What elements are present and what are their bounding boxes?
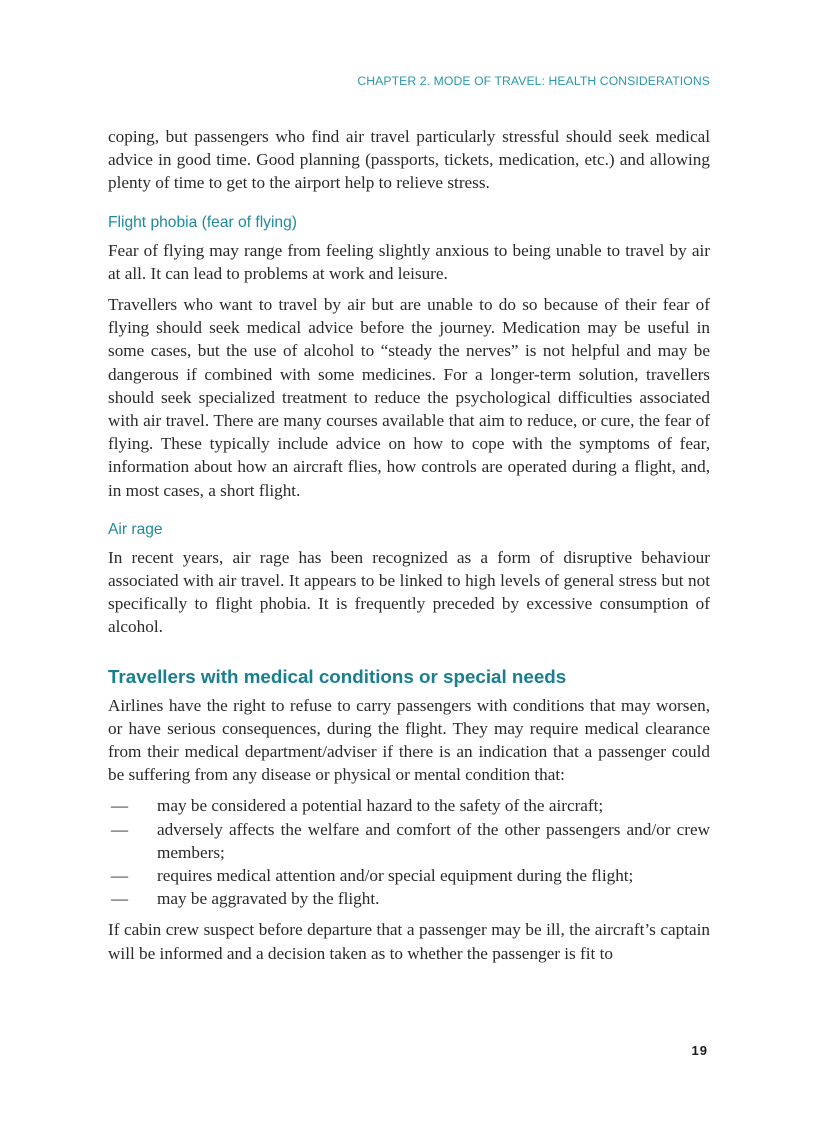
list-item	[108, 864, 710, 887]
dash-bullet-icon: —	[110, 889, 128, 909]
list-item-text: may be aggravated by the flight.	[157, 889, 380, 909]
flight-phobia-paragraph-1: Fear of flying may range from feeling slightly anxious to being unable to travel by air at all. It can lead to problems at work and leisure.	[108, 240, 710, 283]
list-item	[108, 794, 710, 817]
intro-paragraph: coping, but passengers who find air travel particularly stressful should seek medical advice in good time. Good planning (passports, tickets, medication, etc.) and allowing plenty of time to get to the airport help to relieve stress.	[108, 127, 710, 193]
page-number: 19	[691, 1043, 708, 1058]
list-item-text: may be considered a potential hazard to the safety of the aircraft;	[157, 796, 604, 816]
list-item	[108, 887, 710, 910]
conditions-list	[108, 794, 710, 910]
medical-conditions-intro: Airlines have the right to refuse to carry passengers with conditions that may worsen, or have serious consequences, during the flight. They may require medical clearance from their medical department/adviser if there is an indication that a passenger could be suffering from any disease or physical or mental condition that:	[108, 695, 710, 785]
flight-phobia-paragraph-2: Travellers who want to travel by air but are unable to do so because of their fear of flying should seek medical advice before the journey. Medication may be useful in some cases, but the use of alcohol to “steady the nerves” is not helpful and may be dangerous if combined with some medicines. For a longer-term solution, travellers should seek specialized treatment to reduce the psychological difficulties associated with air travel. There are many courses available that aim to reduce, or cure, the fear of flying. These typically include advice on how to cope with the symptoms of fear, information about how an aircraft flies, how controls are operated during a flight, and, in most cases, a short flight.	[108, 295, 710, 500]
list-item-text: adversely affects the welfare and comfort of the other passengers and/or crew members;	[157, 819, 710, 862]
dash-bullet-icon: —	[110, 866, 128, 886]
heading-air-rage: Air rage	[108, 520, 163, 538]
air-rage-paragraph: In recent years, air rage has been recognized as a form of disruptive behaviour associated with air travel. It appears to be linked to high levels of general stress but not specifically to flight phobia. It is frequently preceded by excessive consumption of alcohol.	[108, 547, 710, 637]
running-head: CHAPTER 2. MODE OF TRAVEL: HEALTH CONSIDERATIONS	[357, 74, 710, 88]
heading-flight-phobia: Flight phobia (fear of flying)	[108, 213, 297, 231]
dash-bullet-icon: —	[110, 819, 128, 839]
list-item-text: requires medical attention and/or special equipment during the flight;	[157, 866, 634, 886]
page-body	[108, 125, 710, 973]
list-item	[108, 818, 710, 864]
dash-bullet-icon: —	[110, 796, 128, 816]
medical-conditions-closing: If cabin crew suspect before departure that a passenger may be ill, the aircraft’s captain will be informed and a decision taken as to whether the passenger is fit to	[108, 920, 710, 963]
heading-medical-conditions: Travellers with medical conditions or special needs	[108, 665, 567, 687]
